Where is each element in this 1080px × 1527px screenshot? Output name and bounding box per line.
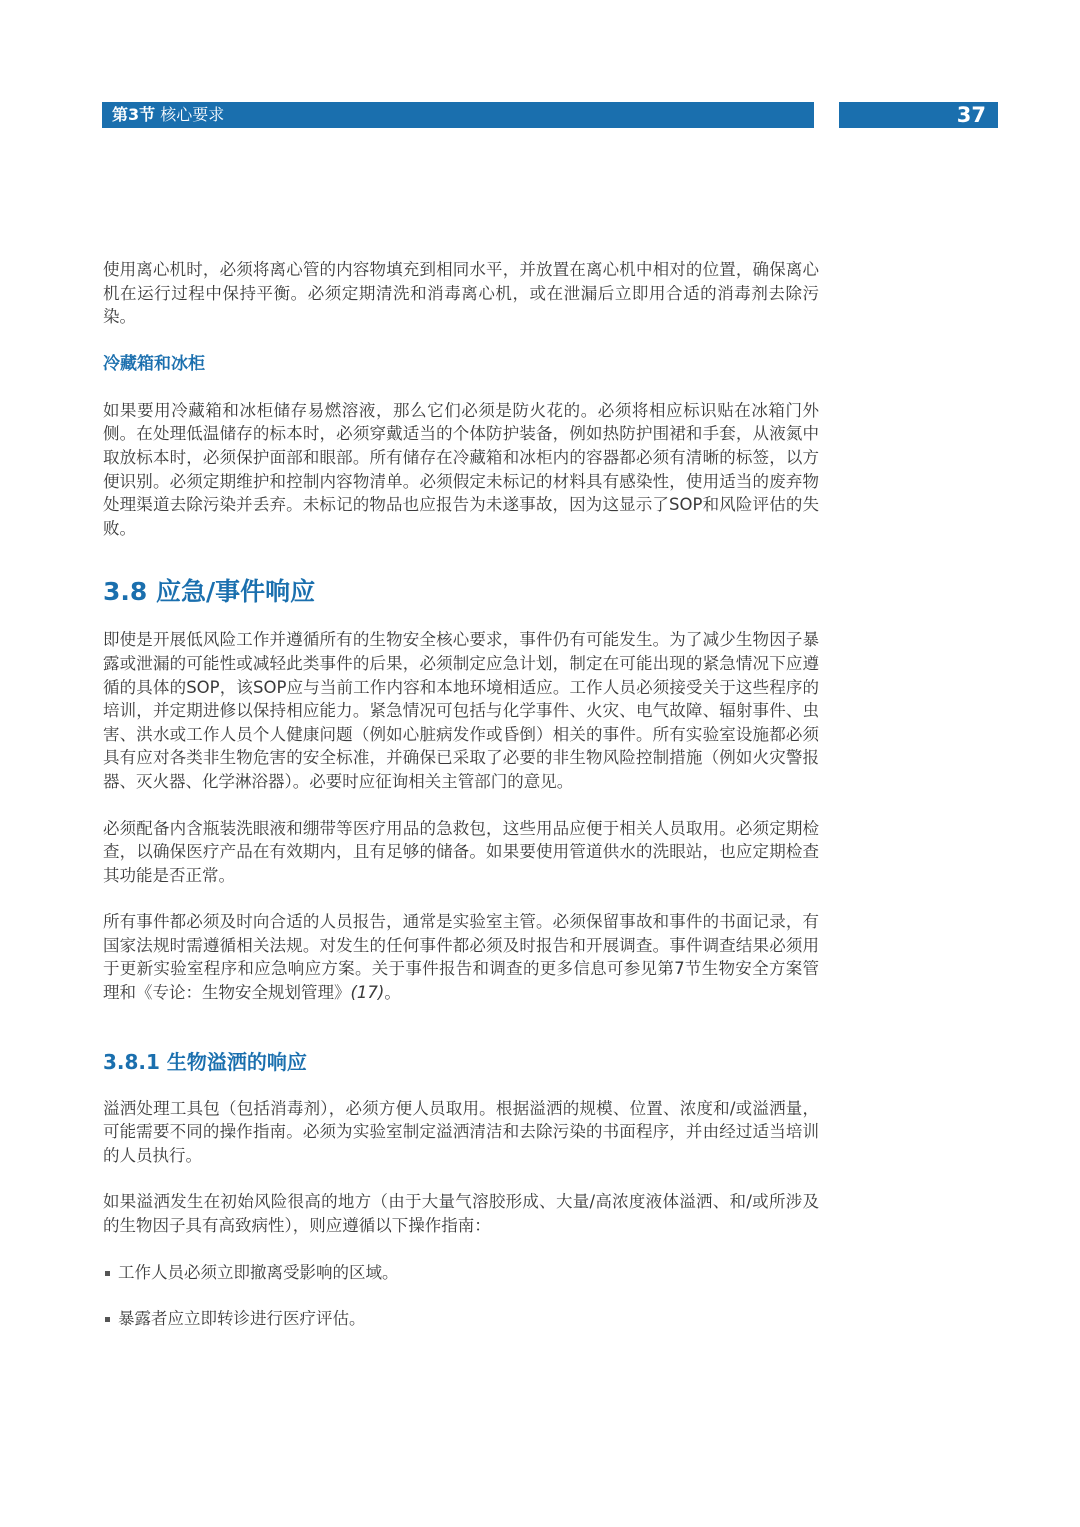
page-number: 37 [839, 102, 998, 128]
page-content [103, 258, 819, 1331]
heading-fridge-freezer: 冷藏箱和冰柜 [103, 353, 205, 374]
reference-17: (17) [350, 983, 385, 1003]
section-label: 第3节 [112, 105, 156, 124]
list-item-text: 工作人员必须立即撤离受影响的区域。 [118, 1262, 399, 1282]
list-item [103, 1307, 819, 1331]
heading-section-3-8: 3.8 应急/事件响应 [103, 577, 316, 607]
paragraph-incident-reporting [103, 910, 819, 1004]
paragraph-spill-kit: 溢洒处理工具包（包括消毒剂），必须方便人员取用。根据溢洒的规模、位置、浓度和/或溢洒量，可能需要不同的操作指南。必须为实验室制定溢洒清洁和去除污染的书面程序，并由经过适当培训的人员执行。 [103, 1098, 819, 1165]
list-item [103, 1261, 819, 1285]
paragraph-fridge-freezer: 如果要用冷藏箱和冰柜储存易燃溶液，那么它们必须是防火花的。必须将相应标识贴在冰箱门外侧。在处理低温储存的标本时，必须穿戴适当的个体防护装备，例如热防护围裙和手套，从液氮中取放标本时，必须保护面部和眼部。所有储存在冷藏箱和冰柜内的容器都必须有清晰的标签，以方便识别。必须定期维护和控制内容物清单。必须假定未标记的材料具有感染性，使用适当的废弃物处理渠道去除污染并丢弃。未标记的物品也应报告为未遂事故，因为这显示了SOP和风险评估的失败。 [103, 400, 819, 538]
bullet-marker [105, 1317, 110, 1322]
paragraph-centrifuge: 使用离心机时，必须将离心管的内容物填充到相同水平，并放置在离心机中相对的位置，确保离心机在运行过程中保持平衡。必须定期清洗和消毒离心机，或在泄漏后立即用合适的消毒剂去除污染。 [103, 260, 819, 327]
heading-section-3-8-1: 3.8.1 生物溢洒的响应 [103, 1049, 307, 1074]
list-item-text: 暴露者应立即转诊进行医疗评估。 [118, 1309, 366, 1329]
paragraph-emergency-plan: 即使是开展低风险工作并遵循所有的生物安全核心要求，事件仍有可能发生。为了减少生物因子暴露或泄漏的可能性或减轻此类事件的后果，必须制定应急计划，制定在可能出现的紧急情况下应遵循的具体的SOP，该SOP应与当前工作内容和本地环境相适应。工作人员必须接受关于这些程序的培训，并定期进修以保持相应能力。紧急情况可包括与化学事件、火灾、电气故障、辐射事件、虫害、洪水或工作人员个人健康问题（例如心脏病发作或昏倒）相关的事件。所有实验室设施都必须具有应对各类非生物危害的安全标准，并确保已采取了必要的非生物风险控制措施（例如火灾警报器、灭火器、化学淋浴器）。必要时应征询相关主管部门的意见。 [103, 630, 819, 791]
section-header-bar [102, 102, 814, 128]
paragraph-high-risk-spill: 如果溢洒发生在初始风险很高的地方（由于大量气溶胶形成、大量/高浓度液体溢洒、和/或所涉及的生物因子具有高致病性），则应遵循以下操作指南： [103, 1192, 819, 1236]
incident-reporting-end: 。 [384, 983, 401, 1003]
incident-reporting-text: 所有事件都必须及时向合适的人员报告，通常是实验室主管。必须保留事故和事件的书面记录，有国家法规时需遵循相关法规。对发生的任何事件都必须及时报告和开展调查。事件调查结果必须用于更新实验室程序和应急响应方案。关于事件报告和调查的更多信息可参见第7节生物安全方案管理和《专论：生物安全规划管理》 [103, 912, 819, 1003]
section-title: 核心要求 [160, 105, 225, 124]
paragraph-first-aid: 必须配备内含瓶装洗眼液和绷带等医疗用品的急救包，这些用品应便于相关人员取用。必须定期检查，以确保医疗产品在有效期内，且有足够的储备。如果要使用管道供水的洗眼站，也应定期检查其功能是否正常。 [103, 818, 819, 885]
bullet-marker [105, 1271, 110, 1276]
